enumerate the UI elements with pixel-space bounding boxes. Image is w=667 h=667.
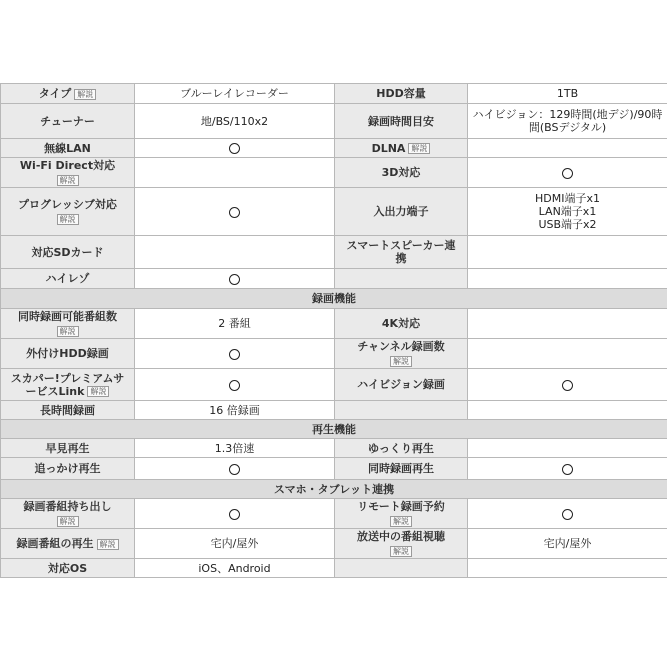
remote-res-label-cell (335, 499, 468, 529)
empty-label (335, 401, 468, 420)
long-rec-label: 長時間録画 (1, 401, 135, 420)
table-row (1, 529, 667, 559)
table-row (1, 188, 667, 236)
wifi-direct-value (135, 158, 335, 188)
section-smartphone-title: スマホ・タブレット連携 (1, 480, 667, 499)
channel-rec-label: チャンネル録画数 (357, 340, 445, 354)
supported-circle-icon (229, 143, 240, 154)
hdd-label: HDD容量 (335, 84, 468, 104)
io-line1: HDMI端子x1 (535, 192, 600, 205)
progressive-label: プログレッシブ対応 (18, 198, 117, 212)
rec-play-label: 録画番組の再生 (16, 537, 94, 550)
3d-label: 3D対応 (335, 158, 468, 188)
external-hdd-label: 外付けHDD録画 (1, 339, 135, 369)
supported-circle-icon (562, 380, 573, 391)
wifi-direct-label-cell (1, 158, 135, 188)
rec-time-line1: ハイビジョン：129時間(地デジ)/90時 (472, 108, 663, 121)
3d-value (468, 158, 667, 188)
table-row (1, 369, 667, 401)
help-button[interactable]: 解説 (408, 143, 430, 154)
fast-play-value: 1.3倍速 (135, 439, 335, 458)
os-value: iOS、Android (135, 559, 335, 578)
supported-circle-icon (562, 509, 573, 520)
tuner-label: チューナー (1, 104, 135, 139)
rec-time-value (468, 104, 667, 139)
table-row (1, 104, 667, 139)
dlna-label-cell (335, 139, 468, 158)
4k-value (468, 309, 667, 339)
supported-circle-icon (229, 380, 240, 391)
smart-speaker-label (335, 236, 468, 269)
supported-circle-icon (229, 207, 240, 218)
rec-play-value: 宅内/屋外 (135, 529, 335, 559)
empty-value (468, 401, 667, 420)
table-row (1, 559, 667, 578)
type-value: ブルーレイレコーダー (135, 84, 335, 104)
long-rec-value: 16 倍録画 (135, 401, 335, 420)
dlna-label: DLNA (371, 141, 406, 155)
section-row (1, 480, 667, 499)
io-label: 入出力端子 (335, 188, 468, 236)
io-line2: LAN端子x1 (538, 205, 597, 218)
empty-label (335, 269, 468, 289)
sd-label: 対応SDカード (1, 236, 135, 269)
tuner-value: 地/BS/110x2 (135, 104, 335, 139)
hires-label: ハイレゾ (1, 269, 135, 289)
table-row (1, 439, 667, 458)
skyperfect-line1: スカパー!プレミアムサ (10, 371, 125, 385)
skyperfect-value (135, 369, 335, 401)
smart-speaker-value (468, 236, 667, 269)
channel-rec-label-cell (335, 339, 468, 369)
hdd-value: 1TB (468, 84, 667, 104)
empty-label (335, 559, 468, 578)
help-button[interactable]: 解説 (390, 546, 412, 557)
rec-time-line2: 間(BSデジタル) (528, 121, 607, 134)
os-label: 対応OS (1, 559, 135, 578)
skyperfect-label-cell (1, 369, 135, 401)
supported-circle-icon (229, 274, 240, 285)
simul-play-label: 同時録画再生 (335, 458, 468, 480)
slow-play-value (468, 439, 667, 458)
section-recording-title: 録画機能 (1, 289, 667, 309)
external-hdd-value (135, 339, 335, 369)
section-row (1, 420, 667, 439)
type-label-cell (1, 84, 135, 104)
io-line3: USB端子x2 (538, 218, 597, 231)
wlan-label: 無線LAN (1, 139, 135, 158)
takeout-label: 録画番組持ち出し (23, 500, 112, 514)
supported-circle-icon (229, 349, 240, 360)
section-row (1, 289, 667, 309)
simultaneous-label-cell (1, 309, 135, 339)
empty-value (468, 559, 667, 578)
empty-value (468, 269, 667, 289)
chase-play-value (135, 458, 335, 480)
table-row (1, 309, 667, 339)
slow-play-label: ゆっくり再生 (335, 439, 468, 458)
takeout-label-cell (1, 499, 135, 529)
help-button[interactable]: 解説 (390, 356, 412, 367)
table-row (1, 158, 667, 188)
wifi-direct-label: Wi-Fi Direct対応 (19, 159, 116, 173)
help-button[interactable]: 解説 (57, 214, 79, 225)
table-row (1, 236, 667, 269)
help-button[interactable]: 解説 (390, 516, 412, 527)
spec-table (0, 83, 667, 578)
smart-speaker-line1: スマートスピーカー連 (346, 239, 456, 252)
live-view-label: 放送中の番組視聴 (357, 530, 445, 544)
channel-rec-value (468, 339, 667, 369)
simul-play-value (468, 458, 667, 480)
table-row (1, 269, 667, 289)
dlna-value (468, 139, 667, 158)
smart-speaker-line2: 携 (395, 252, 407, 265)
wlan-value (135, 139, 335, 158)
simultaneous-value: 2 番組 (135, 309, 335, 339)
progressive-label-cell (1, 188, 135, 236)
sd-value (135, 236, 335, 269)
remote-res-value (468, 499, 667, 529)
hires-value (135, 269, 335, 289)
help-button[interactable]: 解説 (74, 89, 96, 100)
table-row (1, 499, 667, 529)
chase-play-label: 追っかけ再生 (1, 458, 135, 480)
fast-play-label: 早見再生 (1, 439, 135, 458)
help-button[interactable]: 解説 (97, 539, 119, 550)
help-button[interactable]: 解説 (57, 175, 79, 186)
help-button[interactable]: 解説 (87, 386, 109, 397)
takeout-value (135, 499, 335, 529)
progressive-value (135, 188, 335, 236)
supported-circle-icon (229, 509, 240, 520)
section-playback-title: 再生機能 (1, 420, 667, 439)
supported-circle-icon (229, 464, 240, 475)
hivision-rec-value (468, 369, 667, 401)
table-row (1, 401, 667, 420)
supported-circle-icon (562, 464, 573, 475)
type-label: タイプ (38, 87, 72, 100)
table-row (1, 458, 667, 480)
help-button[interactable]: 解説 (57, 326, 79, 337)
skyperfect-line2: ービスLink (25, 384, 85, 398)
rec-time-label: 録画時間目安 (335, 104, 468, 139)
simultaneous-label: 同時録画可能番組数 (18, 310, 117, 324)
hivision-rec-label: ハイビジョン録画 (335, 369, 468, 401)
live-view-label-cell (335, 529, 468, 559)
table-row (1, 139, 667, 158)
rec-play-label-cell (1, 529, 135, 559)
supported-circle-icon (562, 168, 573, 179)
io-value (468, 188, 667, 236)
help-button[interactable]: 解説 (57, 516, 79, 527)
table-row (1, 84, 667, 104)
table-row (1, 339, 667, 369)
live-view-value: 宅内/屋外 (468, 529, 667, 559)
remote-res-label: リモート録画予約 (357, 500, 445, 514)
4k-label: 4K対応 (335, 309, 468, 339)
